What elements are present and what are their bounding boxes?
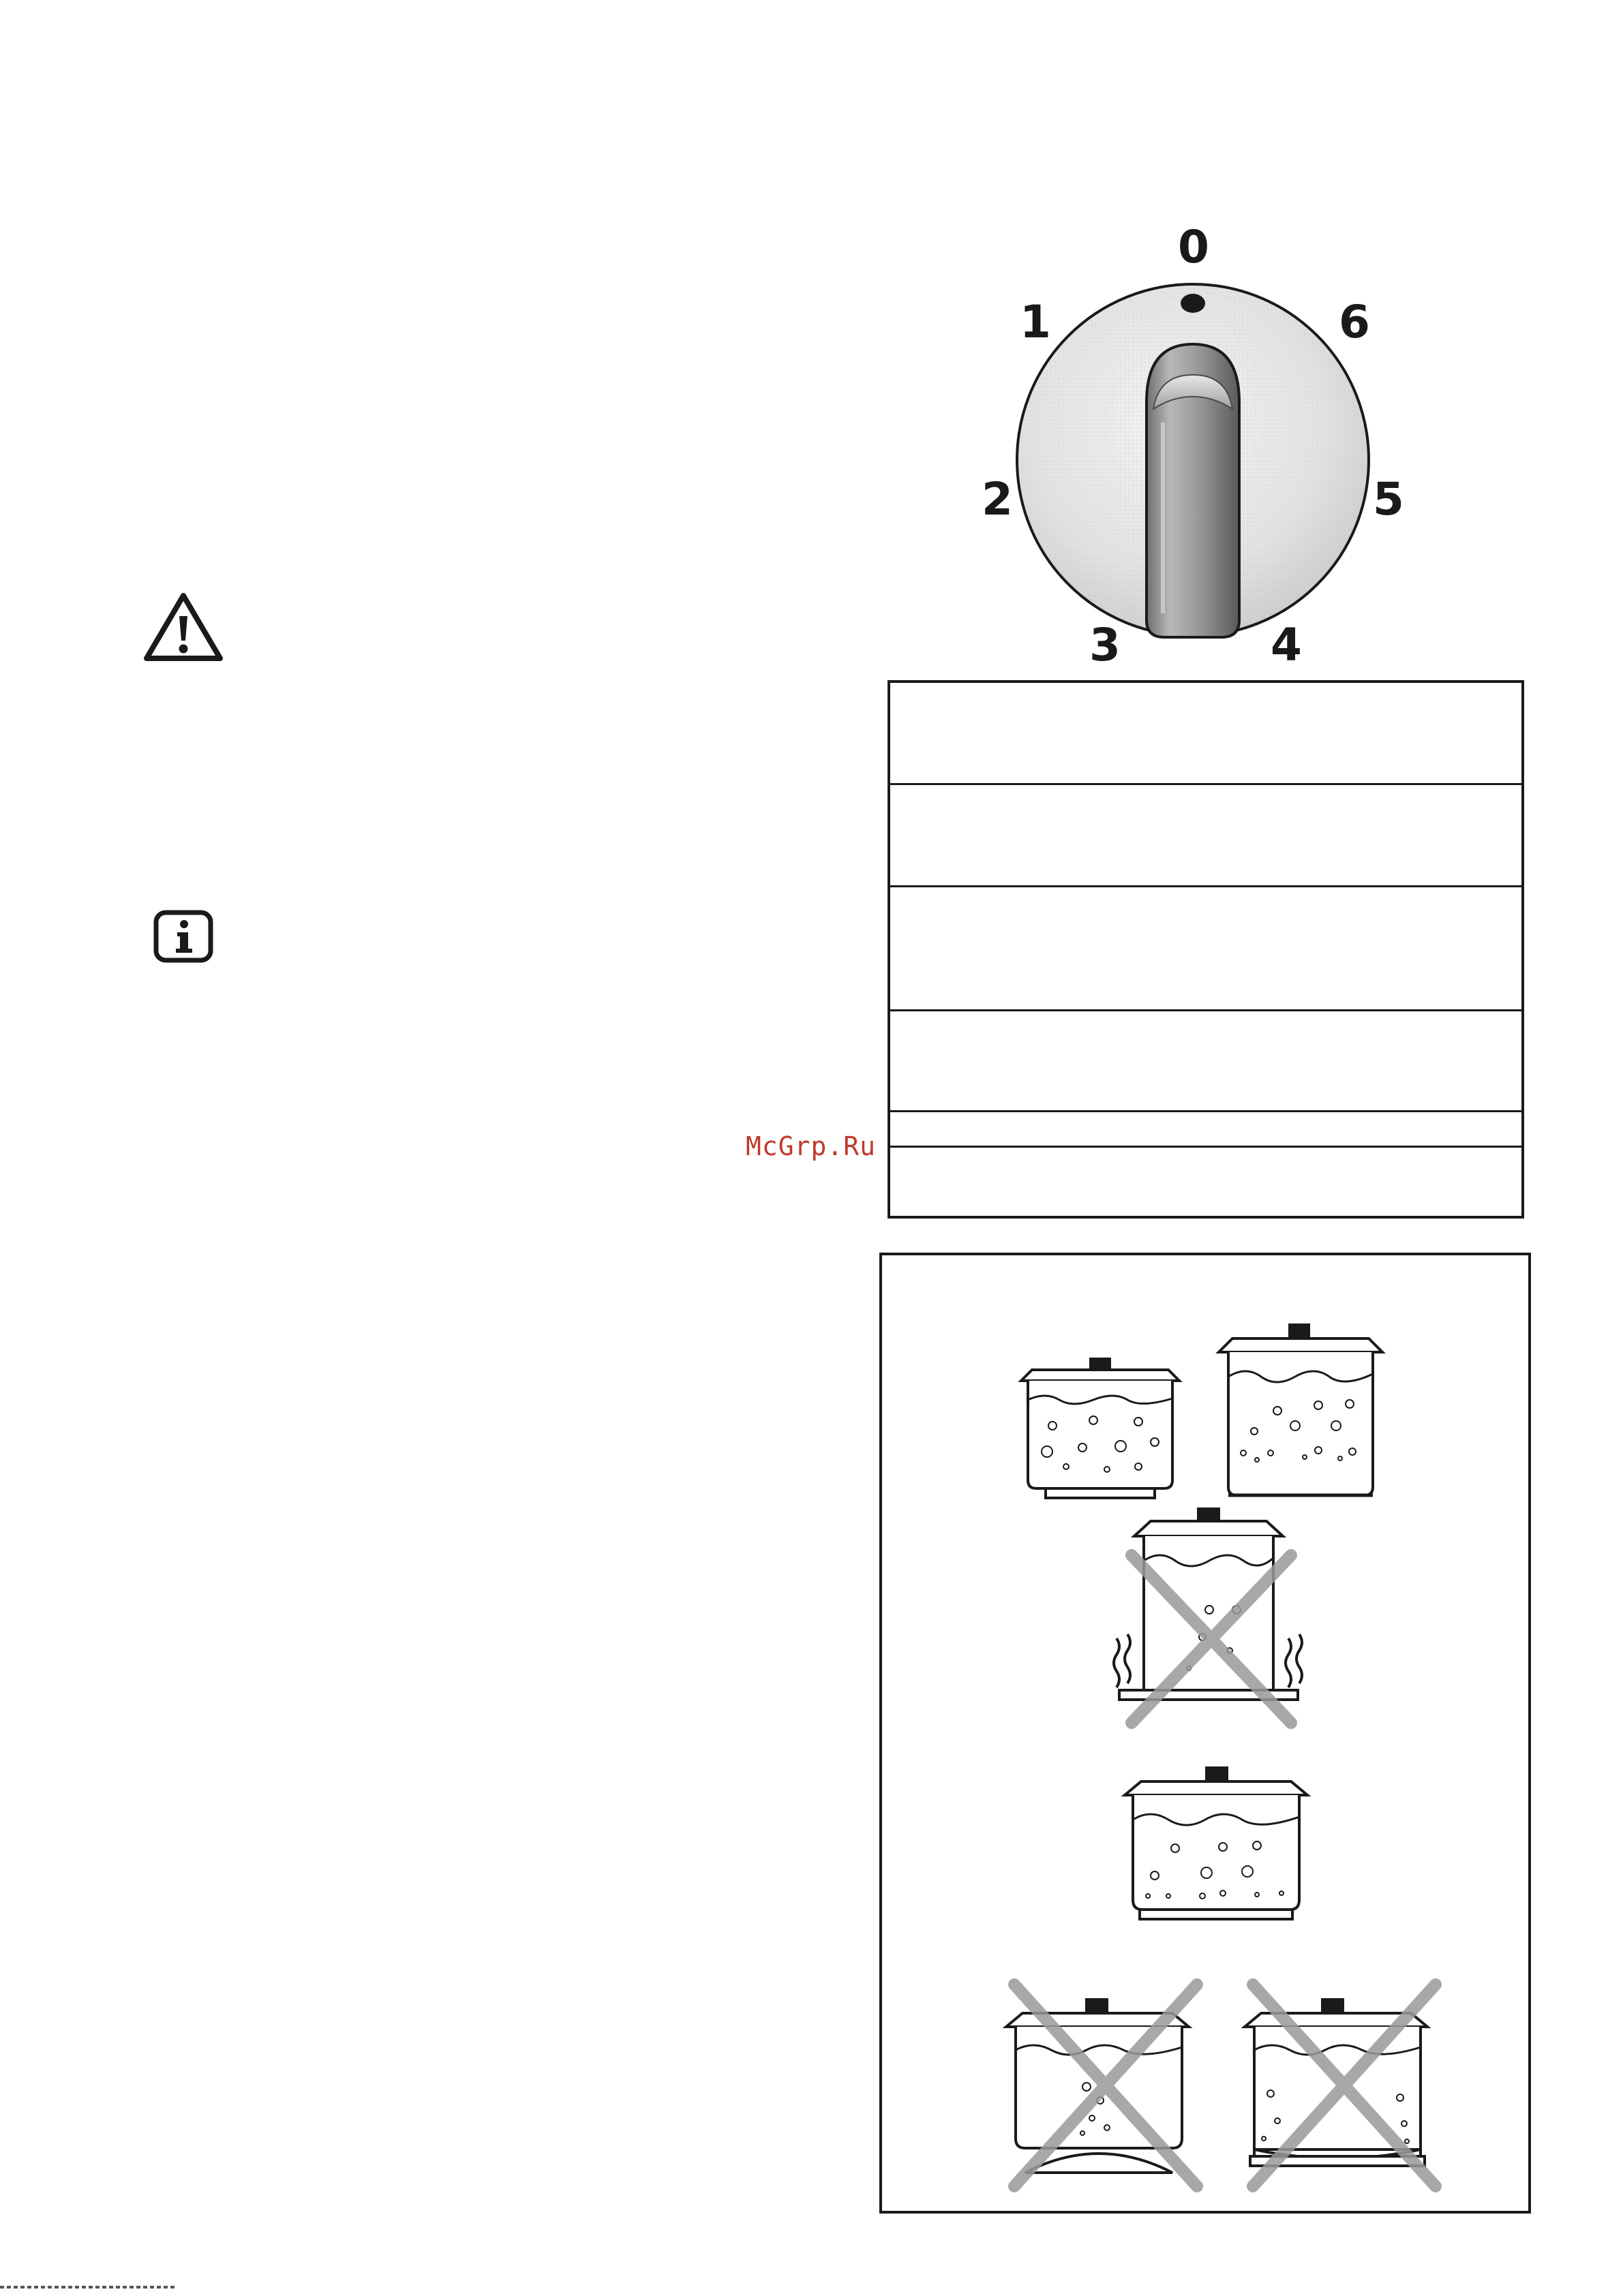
table-row: [890, 1148, 1521, 1216]
knob-position-2: 2: [982, 473, 1013, 525]
knob-position-4: 4: [1271, 619, 1302, 671]
control-knob-graphic: [968, 218, 1404, 671]
knob-position-1: 1: [1020, 296, 1051, 348]
correct-pots-pair: [1018, 1323, 1400, 1501]
heat-settings-table: [888, 680, 1524, 1219]
knob-position-5: 5: [1373, 473, 1404, 525]
table-row: [890, 1112, 1521, 1148]
cookware-panel: [879, 1253, 1531, 2214]
zero-marker-dot: [1181, 294, 1205, 313]
large-pot: [1219, 1323, 1382, 1495]
knob-position-0: 0: [1178, 221, 1209, 273]
control-knob-figure: [968, 218, 1404, 671]
table-row: [890, 785, 1521, 887]
pot-too-small-for-zone: [1107, 1507, 1325, 1732]
pot-concave-base: [1237, 1978, 1455, 2196]
small-pot: [1021, 1358, 1179, 1498]
info-icon: [153, 909, 214, 964]
knob-position-6: 6: [1339, 296, 1370, 348]
scan-edge-artifact: [0, 2286, 177, 2289]
table-row: [890, 683, 1521, 785]
table-row: [890, 1011, 1521, 1112]
table-row: [890, 887, 1521, 1011]
pot-convex-base: [998, 1978, 1216, 2196]
watermark: McGrp.Ru: [746, 1131, 877, 1161]
correct-pot-flat-base: [1121, 1766, 1311, 1930]
knob-position-3: 3: [1089, 619, 1121, 671]
warning-triangle-icon: [143, 592, 224, 662]
